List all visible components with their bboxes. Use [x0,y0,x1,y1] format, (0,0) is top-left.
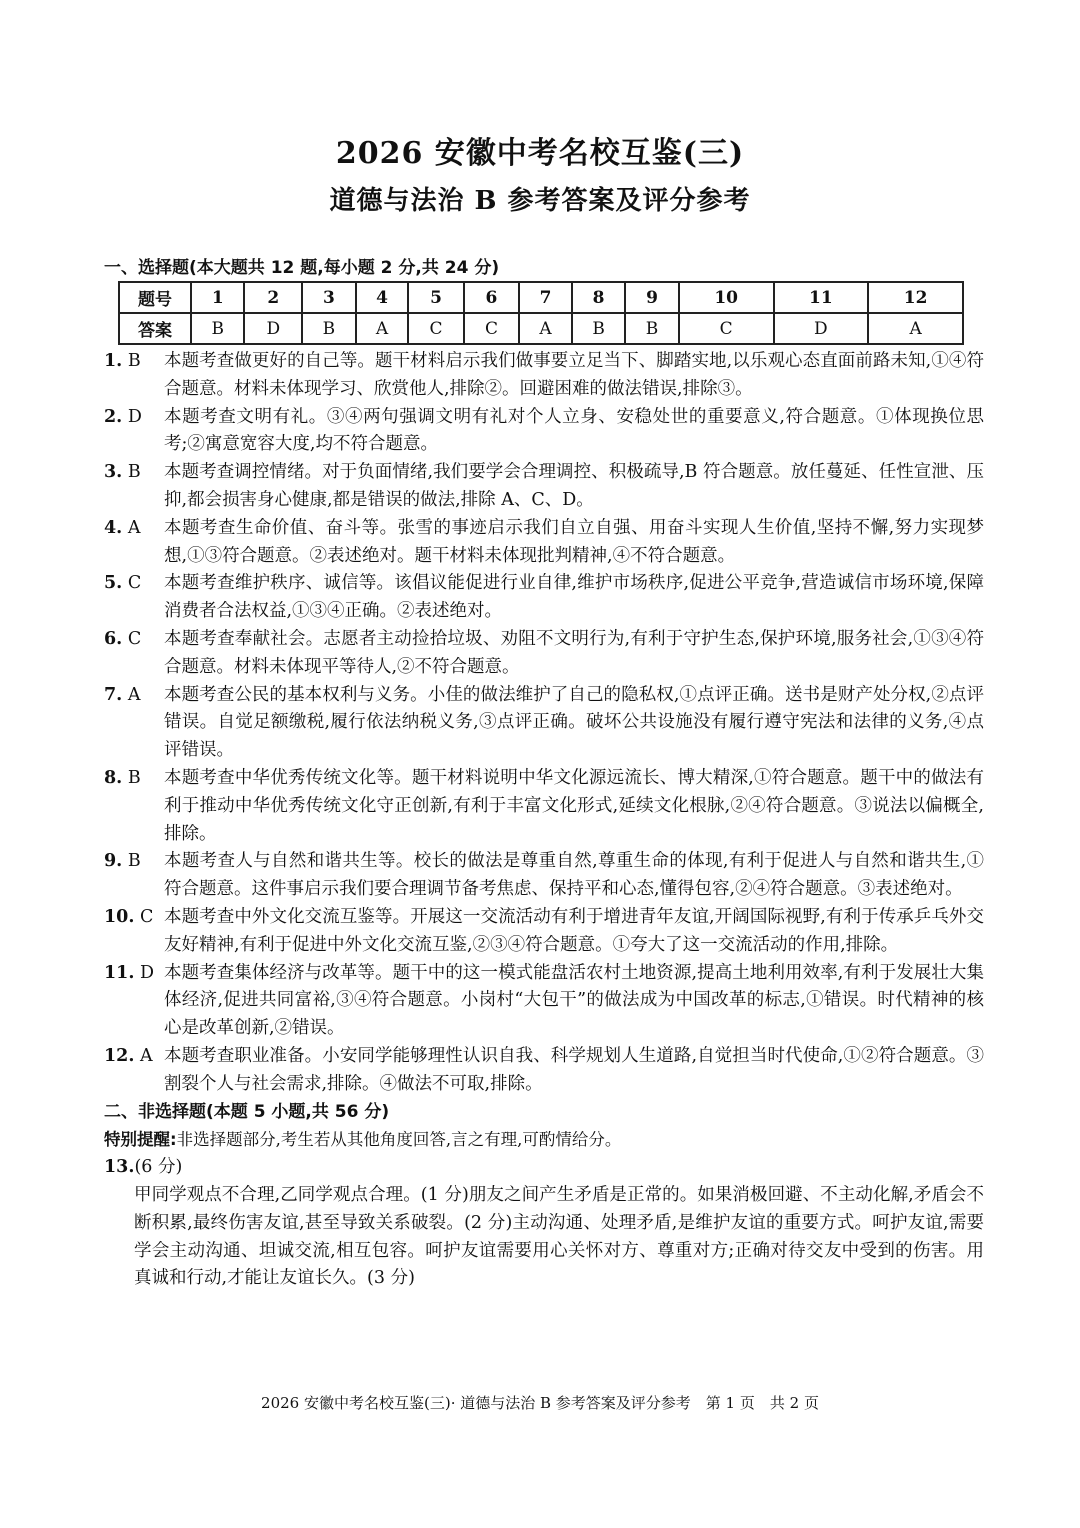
explanation-item [104,348,984,404]
explanation-item [104,459,984,515]
question-number-cell: 8 [572,282,625,313]
question-number-cell: 7 [519,282,572,313]
item-number: 4. [104,517,123,538]
item-number: 9. [104,851,123,872]
special-note-text: 非选择题部分,考生若从其他角度回答,言之有理,可酌情给分。 [176,1130,622,1150]
item-text: 本题考查生命价值、奋斗等。张雪的事迹启示我们自立自强、用奋斗实现人生价值,坚持不懈,努力实现梦想,①③符合题意。②表述绝对。题干材料未体现批判精神,④不符合题意。 [164,517,984,566]
item-text: 本题考查中外文化交流互鉴等。开展这一交流活动有利于增进青年友谊,开阔国际视野,有利于传承乒乓外交友好精神,有利于促进中外文化交流互鉴,②③④符合题意。①夸大了这一交流活动的作用,排除。 [164,906,984,955]
item-number: 7. [104,684,123,705]
answer-explanations [104,348,984,1293]
item-answer: A [140,1045,153,1066]
item-answer: A [127,517,141,538]
special-note [104,1126,984,1154]
item-text: 本题考查维护秩序、诚信等。该倡议能促进行业自律,维护市场秩序,促进公平竞争,营造诚信市场环境,保障消费者合法权益,①③④正确。②表述绝对。 [164,573,984,622]
item-answer: A [127,684,141,705]
item-text: 本题考查人与自然和谐共生等。校长的做法是尊重自然,尊重生命的体现,有利于促进人与自然和谐共生,①符合题意。这件事启示我们要合理调节备考焦虑、保持平和心态,懂得包容,②④符合题意。③表述绝对。 [164,851,984,900]
item-number: 1. [104,351,123,371]
answer-table-number-row [119,282,963,313]
item-text: 本题考查中华优秀传统文化等。题干材料说明中华文化源远流长、博大精深,①符合题意。题干中的做法有利于推动中华优秀传统文化守正创新,有利于丰富文化形式,延续文化根脉,②④符合题意。③说法以偏概全,排除。 [164,767,984,844]
answer-row-label: 答案 [119,313,191,344]
item-answer: B [127,351,141,371]
question-number-cell: 11 [774,282,869,313]
answer-table [118,281,964,345]
item-answer: D [127,406,142,427]
explanation-item [104,682,984,765]
question-number-cell: 2 [244,282,302,313]
answer-table-answer-row [119,313,963,344]
answer-cell: D [244,313,302,344]
item-text: 本题考查文明有礼。③④两句强调文明有礼对个人立身、安稳处世的重要意义,符合题意。①体现换位思考;②寓意宽容大度,均不符合题意。 [164,406,984,455]
section-1-heading: 一、选择题(本大题共 12 题,每小题 2 分,共 24 分) [104,258,500,278]
question-number-cell: 12 [868,282,963,313]
question-13-heading [104,1154,984,1182]
explanation-item [104,848,984,904]
item-number: 2. [104,406,123,427]
answer-cell: A [519,313,572,344]
explanation-item [104,904,984,960]
answer-cell: A [356,313,409,344]
answer-cell: C [679,313,774,344]
question-number-cell: 10 [679,282,774,313]
question-number-cell: 1 [191,282,244,313]
item-answer: B [127,462,141,483]
question-13-score: (6 分) [134,1157,183,1178]
explanation-item [104,765,984,848]
question-13-answer: 甲同学观点不合理,乙同学观点合理。(1 分)朋友之间产生矛盾是正常的。如果消极回避、不主动化解,矛盾会不断积累,最终伤害友谊,甚至导致关系破裂。(2 分)主动沟通、处理矛盾,是维护友谊的重要方式。呵护友谊,需要学会主动沟通、坦诚交流,相互包容。呵护友谊需要用心关怀对方、尊重对方;正确对待交友中受到的伤害。用真诚和行动,才能让友谊长久。(3 分) [134,1184,984,1289]
explanation-item [104,626,984,682]
item-text: 本题考查集体经济与改革等。题干中的这一模式能盘活农村土地资源,提高土地利用效率,有利于发展壮大集体经济,促进共同富裕,③④符合题意。小岗村“大包干”的做法成为中国改革的标志,①错误。时代精神的核心是改革创新,②错误。 [164,962,984,1039]
explanation-item [104,1043,984,1099]
item-number: 10. [104,906,135,927]
special-note-label: 特别提醒: [104,1130,177,1150]
question-number-cell: 6 [464,282,519,313]
answer-cell: A [868,313,963,344]
item-answer: B [127,851,141,872]
item-answer: C [127,628,142,649]
item-text: 本题考查公民的基本权利与义务。小佳的做法维护了自己的隐私权,①点评正确。送书是财产处分权,②点评错误。自觉足额缴税,履行依法纳税义务,③点评正确。破坏公共设施没有履行遵守宪法和法律的义务,④点评错误。 [164,684,984,761]
answer-cell: B [191,313,244,344]
explanation-item [104,960,984,1043]
answer-cell: B [625,313,678,344]
item-text: 本题考查调控情绪。对于负面情绪,我们要学会合理调控、积极疏导,B 符合题意。放任蔓延、任性宣泄、压抑,都会损害身心健康,都是错误的做法,排除 A、C、D。 [164,462,984,510]
explanation-item [104,515,984,571]
page-footer: 2026 安徽中考名校互鉴(三)· 道德与法治 B 参考答案及评分参考 第 1 页 共 2 页 [261,1394,819,1412]
answer-cell: C [408,313,463,344]
answer-cell: B [302,313,355,344]
section-2-heading: 二、非选择题(本题 5 小题,共 56 分) [104,1101,390,1122]
item-text: 本题考查奉献社会。志愿者主动捡拾垃圾、劝阻不文明行为,有利于守护生态,保护环境,服务社会,①③④符合题意。材料未体现平等待人,②不符合题意。 [164,628,984,677]
explanation-item [104,404,984,460]
question-13-number: 13. [104,1157,135,1178]
explanation-item [104,570,984,626]
answer-cell: C [464,313,519,344]
item-number: 5. [104,573,123,594]
item-text: 本题考查做更好的自己等。题干材料启示我们做事要立足当下、脚踏实地,以乐观心态直面前路未知,①④符合题意。材料未体现学习、欣赏他人,排除②。回避困难的做法错误,排除③。 [164,351,984,399]
page-title: 2026 安徽中考名校互鉴(三) [335,136,745,171]
item-answer: C [140,906,154,927]
item-text: 本题考查职业准备。小安同学能够理性认识自我、科学规划人生道路,自觉担当时代使命,①②符合题意。③割裂个人与社会需求,排除。④做法不可取,排除。 [164,1045,984,1094]
question-number-cell: 3 [302,282,355,313]
question-number-cell: 5 [408,282,463,313]
answer-cell: D [774,313,869,344]
item-number: 8. [104,767,123,788]
item-answer: C [127,573,142,594]
item-number: 3. [104,462,123,483]
item-answer: B [127,767,141,788]
item-number: 11. [104,962,135,983]
page-subtitle: 道德与法治 B 参考答案及评分参考 [329,186,751,216]
item-number: 6. [104,628,123,649]
number-row-label: 题号 [119,282,191,313]
question-number-cell: 4 [356,282,409,313]
item-number: 12. [104,1045,135,1066]
question-number-cell: 9 [625,282,678,313]
item-answer: D [140,962,155,983]
answer-cell: B [572,313,625,344]
